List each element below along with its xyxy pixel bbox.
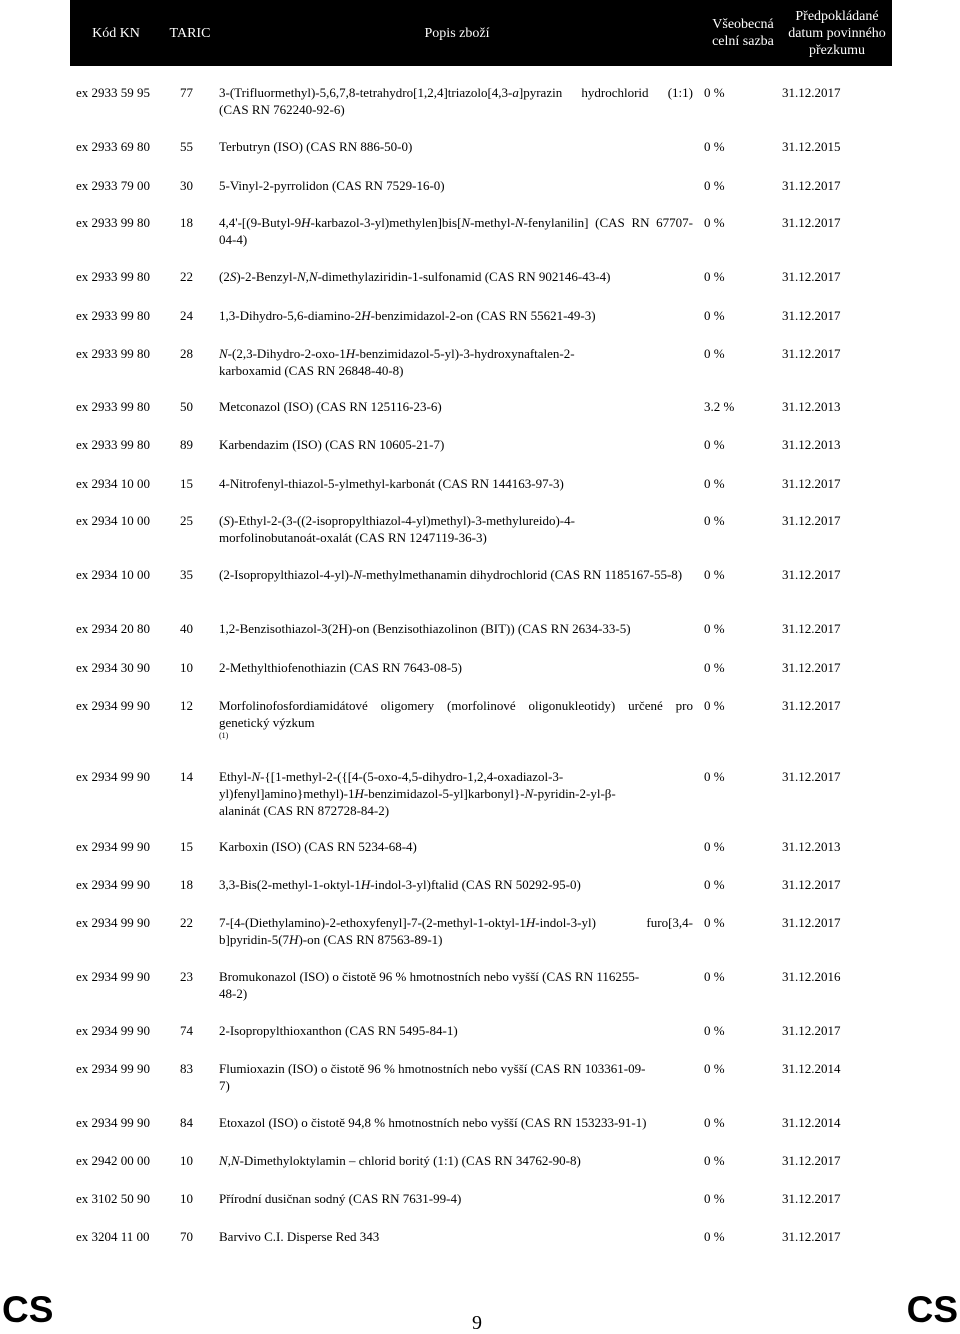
- cell-datum: 31.12.2017: [782, 178, 841, 193]
- cell-datum: 31.12.2017: [782, 476, 841, 491]
- cell-popis: Etoxazol (ISO) o čistotě 94,8 % hmotnostních nebo vyšší (CAS RN 153233-91-1): [219, 1115, 647, 1130]
- cell-datum: 31.12.2017: [782, 621, 841, 636]
- cell-kod-kn: ex 2933 99 80: [76, 437, 151, 452]
- cell-popis: (2-Isopropylthiazol-4-yl)-N-methylmethanamin dihydrochlorid (CAS RN 1185167-55-8): [219, 567, 683, 582]
- cell-datum: 31.12.2013: [782, 839, 841, 854]
- cell-sazba: 0 %: [704, 215, 725, 230]
- cell-sazba: 0 %: [704, 437, 725, 452]
- cell-popis: 5-Vinyl-2-pyrrolidon (CAS RN 7529-16-0): [219, 178, 445, 193]
- cell-taric: 22: [180, 269, 193, 284]
- cell-sazba: 0 %: [704, 660, 725, 675]
- cell-sazba: 0 %: [704, 839, 725, 854]
- cell-taric: 40: [180, 621, 193, 636]
- cell-taric: 30: [180, 178, 193, 193]
- cell-datum: 31.12.2017: [782, 1229, 841, 1244]
- cell-taric: 14: [180, 769, 193, 784]
- cell-taric: 55: [180, 139, 193, 154]
- cell-popis: Karboxin (ISO) (CAS RN 5234-68-4): [219, 839, 417, 854]
- cell-sazba: 0 %: [704, 877, 725, 892]
- cell-sazba: 0 %: [704, 1191, 725, 1206]
- cell-kod-kn: ex 2933 59 95: [76, 85, 151, 100]
- cell-kod-kn: ex 2934 99 90: [76, 1023, 151, 1038]
- cell-sazba: 0 %: [704, 1153, 725, 1168]
- cell-kod-kn: ex 2934 99 90: [76, 698, 151, 713]
- cell-popis: Barvivo C.I. Disperse Red 343: [219, 1229, 380, 1244]
- cell-kod-kn: ex 2934 99 90: [76, 1061, 151, 1076]
- cell-kod-kn: ex 3204 11 00: [76, 1229, 150, 1244]
- header-datum-line3: přezkumu: [809, 42, 865, 58]
- cell-datum: 31.12.2016: [782, 969, 841, 984]
- cell-sazba: 0 %: [704, 178, 725, 193]
- cell-sazba: 0 %: [704, 1229, 725, 1244]
- cell-sazba: 0 %: [704, 698, 725, 713]
- cell-taric: 28: [180, 346, 193, 361]
- cell-taric: 15: [180, 839, 193, 854]
- cell-sazba: 0 %: [704, 85, 725, 100]
- cell-sazba: 0 %: [704, 915, 725, 930]
- cell-sazba: 0 %: [704, 346, 725, 361]
- cell-popis: Bromukonazol (ISO) o čistotě 96 % hmotnostních nebo vyšší (CAS RN 116255- 48-2): [219, 969, 640, 1001]
- footer-language-left: CS: [2, 1289, 54, 1330]
- cell-popis: (S)-Ethyl-2-(3-((2-isopropylthiazol-4-yl)methyl)-3-methylureido)-4- morfolinobutanoát-oxalát (CAS RN 1247119-36-3): [219, 513, 575, 545]
- cell-sazba: 0 %: [704, 1115, 725, 1130]
- cell-kod-kn: ex 2933 99 80: [76, 215, 151, 230]
- cell-kod-kn: ex 2933 99 80: [76, 269, 151, 284]
- cell-popis: Metconazol (ISO) (CAS RN 125116-23-6): [219, 399, 442, 414]
- cell-taric: 24: [180, 308, 193, 323]
- cell-popis: Flumioxazin (ISO) o čistotě 96 % hmotnostních nebo vyšší (CAS RN 103361-09- 7): [219, 1061, 646, 1093]
- cell-popis: N,N-Dimethyloktylamin – chlorid boritý (1:1) (CAS RN 34762-90-8): [219, 1153, 581, 1168]
- cell-datum: 31.12.2017: [782, 660, 841, 675]
- cell-taric: 10: [180, 1153, 193, 1168]
- cell-datum: 31.12.2013: [782, 437, 841, 452]
- cell-popis: 1,2-Benzisothiazol-3(2H)-on (Benzisothiazolinon (BIT)) (CAS RN 2634-33-5): [219, 621, 631, 636]
- cell-sazba: 0 %: [704, 1061, 725, 1076]
- cell-kod-kn: ex 2934 99 90: [76, 839, 151, 854]
- cell-kod-kn: ex 2933 99 80: [76, 346, 151, 361]
- cell-sazba: 0 %: [704, 513, 725, 528]
- cell-kod-kn: ex 2934 99 90: [76, 915, 151, 930]
- cell-datum: 31.12.2014: [782, 1061, 841, 1076]
- page-number: 9: [472, 1312, 482, 1334]
- cell-taric: 12: [180, 698, 193, 713]
- cell-sazba: 3.2 %: [704, 399, 735, 414]
- cell-popis: Morfolinofosfordiamidátové oligomery (morfolinové oligonukleotidy) určené pro genetický výzkum $^{(1)}$: [219, 698, 693, 740]
- cell-datum: 31.12.2017: [782, 567, 841, 582]
- cell-datum: 31.12.2017: [782, 1191, 841, 1206]
- cell-datum: 31.12.2017: [782, 1153, 841, 1168]
- cell-datum: 31.12.2017: [782, 877, 841, 892]
- cell-kod-kn: ex 2934 30 90: [76, 660, 151, 675]
- cell-taric: 83: [180, 1061, 193, 1076]
- cell-sazba: 0 %: [704, 308, 725, 323]
- cell-datum: 31.12.2017: [782, 85, 841, 100]
- cell-popis: 2-Isopropylthioxanthon (CAS RN 5495-84-1): [219, 1023, 458, 1038]
- cell-popis: 4,4'-[(9-Butyl-9H-karbazol-3-yl)methylen]bis[N-methyl-N-fenylanilin] (CAS RN 67707-04-4): [219, 215, 693, 247]
- header-taric: TARIC: [169, 25, 211, 41]
- cell-kod-kn: ex 3102 50 90: [76, 1191, 151, 1206]
- cell-datum: 31.12.2014: [782, 1115, 841, 1130]
- cell-datum: 31.12.2017: [782, 769, 841, 784]
- cell-popis: Karbendazim (ISO) (CAS RN 10605-21-7): [219, 437, 445, 452]
- cell-popis: 7-[4-(Diethylamino)-2-ethoxyfenyl]-7-(2-methyl-1-oktyl-1H-indol-3-yl) furo[3,4-b]pyridin-5(7H)-on (CAS RN 87563-89-1): [219, 915, 693, 947]
- cell-popis: Ethyl-N-{[1-methyl-2-({[4-(5-oxo-4,5-dihydro-1,2,4-oxadiazol-3- yl)fenyl]amino}methyl)-1H-benzimidazol-5-yl]karbonyl}-N-pyridin-2-yl-β- alaninát (CAS RN 872728-84-2): [219, 769, 616, 818]
- cell-datum: 31.12.2015: [782, 139, 841, 154]
- cell-taric: 50: [180, 399, 193, 414]
- header-kod-kn: Kód KN: [92, 25, 140, 41]
- cell-sazba: 0 %: [704, 1023, 725, 1038]
- cell-kod-kn: ex 2934 10 00: [76, 513, 151, 528]
- cell-kod-kn: ex 2942 00 00: [76, 1153, 151, 1168]
- cell-taric: 18: [180, 215, 193, 230]
- cell-taric: 89: [180, 437, 193, 452]
- cell-taric: 15: [180, 476, 193, 491]
- cell-taric: 23: [180, 969, 193, 984]
- cell-popis: N-(2,3-Dihydro-2-oxo-1H-benzimidazol-5-yl)-3-hydroxynaftalen-2- karboxamid (CAS RN 26848-40-8): [219, 346, 575, 378]
- cell-kod-kn: ex 2933 79 00: [76, 178, 151, 193]
- cell-sazba: 0 %: [704, 621, 725, 636]
- cell-popis: 2-Methylthiofenothiazin (CAS RN 7643-08-5): [219, 660, 462, 675]
- cell-kod-kn: ex 2934 99 90: [76, 877, 151, 892]
- cell-kod-kn: ex 2934 10 00: [76, 476, 151, 491]
- cell-sazba: 0 %: [704, 269, 725, 284]
- cell-datum: 31.12.2017: [782, 513, 841, 528]
- cell-taric: 18: [180, 877, 193, 892]
- cell-taric: 84: [180, 1115, 193, 1130]
- cell-popis: 3,3-Bis(2-methyl-1-oktyl-1H-indol-3-yl)ftalid (CAS RN 50292-95-0): [219, 877, 581, 892]
- cell-datum: 31.12.2017: [782, 915, 841, 930]
- cell-sazba: 0 %: [704, 969, 725, 984]
- header-popis: Popis zboží: [424, 25, 490, 41]
- header-datum-line2: datum povinného: [788, 25, 886, 41]
- cell-datum: 31.12.2017: [782, 698, 841, 713]
- cell-kod-kn: ex 2933 69 80: [76, 139, 151, 154]
- cell-datum: 31.12.2017: [782, 346, 841, 361]
- cell-datum: 31.12.2017: [782, 215, 841, 230]
- cell-popis: (2S)-2-Benzyl-N,N-dimethylaziridin-1-sulfonamid (CAS RN 902146-43-4): [219, 269, 611, 284]
- cell-kod-kn: ex 2933 99 80: [76, 399, 151, 414]
- header-sazba-line1: Všeobecná: [712, 17, 774, 32]
- cell-sazba: 0 %: [704, 139, 725, 154]
- cell-taric: 77: [180, 85, 193, 100]
- cell-taric: 25: [180, 513, 193, 528]
- cell-popis: Terbutryn (ISO) (CAS RN 886-50-0): [219, 139, 413, 154]
- cell-taric: 70: [180, 1229, 193, 1244]
- cell-popis: 3-(Trifluormethyl)-5,6,7,8-tetrahydro[1,2,4]triazolo[4,3-a]pyrazin hydrochlorid (1:1) (CAS RN 762240-92-6): [219, 85, 693, 117]
- cell-datum: 31.12.2017: [782, 269, 841, 284]
- cell-sazba: 0 %: [704, 567, 725, 582]
- cell-kod-kn: ex 2934 99 90: [76, 969, 151, 984]
- cell-popis: 4-Nitrofenyl-thiazol-5-ylmethyl-karbonát (CAS RN 144163-97-3): [219, 476, 564, 491]
- cell-taric: 74: [180, 1023, 193, 1038]
- footer-language-right: CS: [906, 1289, 958, 1330]
- cell-popis: 1,3-Dihydro-5,6-diamino-2H-benzimidazol-2-on (CAS RN 55621-49-3): [219, 308, 596, 323]
- cell-sazba: 0 %: [704, 476, 725, 491]
- cell-datum: 31.12.2017: [782, 308, 841, 323]
- cell-kod-kn: ex 2934 10 00: [76, 567, 151, 582]
- header-datum-line1: Předpokládané: [795, 8, 879, 24]
- cell-sazba: 0 %: [704, 769, 725, 784]
- cell-kod-kn: ex 2934 99 90: [76, 1115, 151, 1130]
- cell-kod-kn: ex 2934 20 80: [76, 621, 151, 636]
- cell-datum: 31.12.2017: [782, 1023, 841, 1038]
- cell-taric: 10: [180, 660, 193, 675]
- cell-taric: 10: [180, 1191, 193, 1206]
- cell-taric: 35: [180, 567, 193, 582]
- cell-datum: 31.12.2013: [782, 399, 841, 414]
- cell-kod-kn: ex 2933 99 80: [76, 308, 151, 323]
- cell-kod-kn: ex 2934 99 90: [76, 769, 151, 784]
- cell-taric: 22: [180, 915, 193, 930]
- header-sazba-line2: celní sazba: [712, 34, 774, 49]
- cell-popis: Přírodní dusičnan sodný (CAS RN 7631-99-4): [219, 1191, 462, 1206]
